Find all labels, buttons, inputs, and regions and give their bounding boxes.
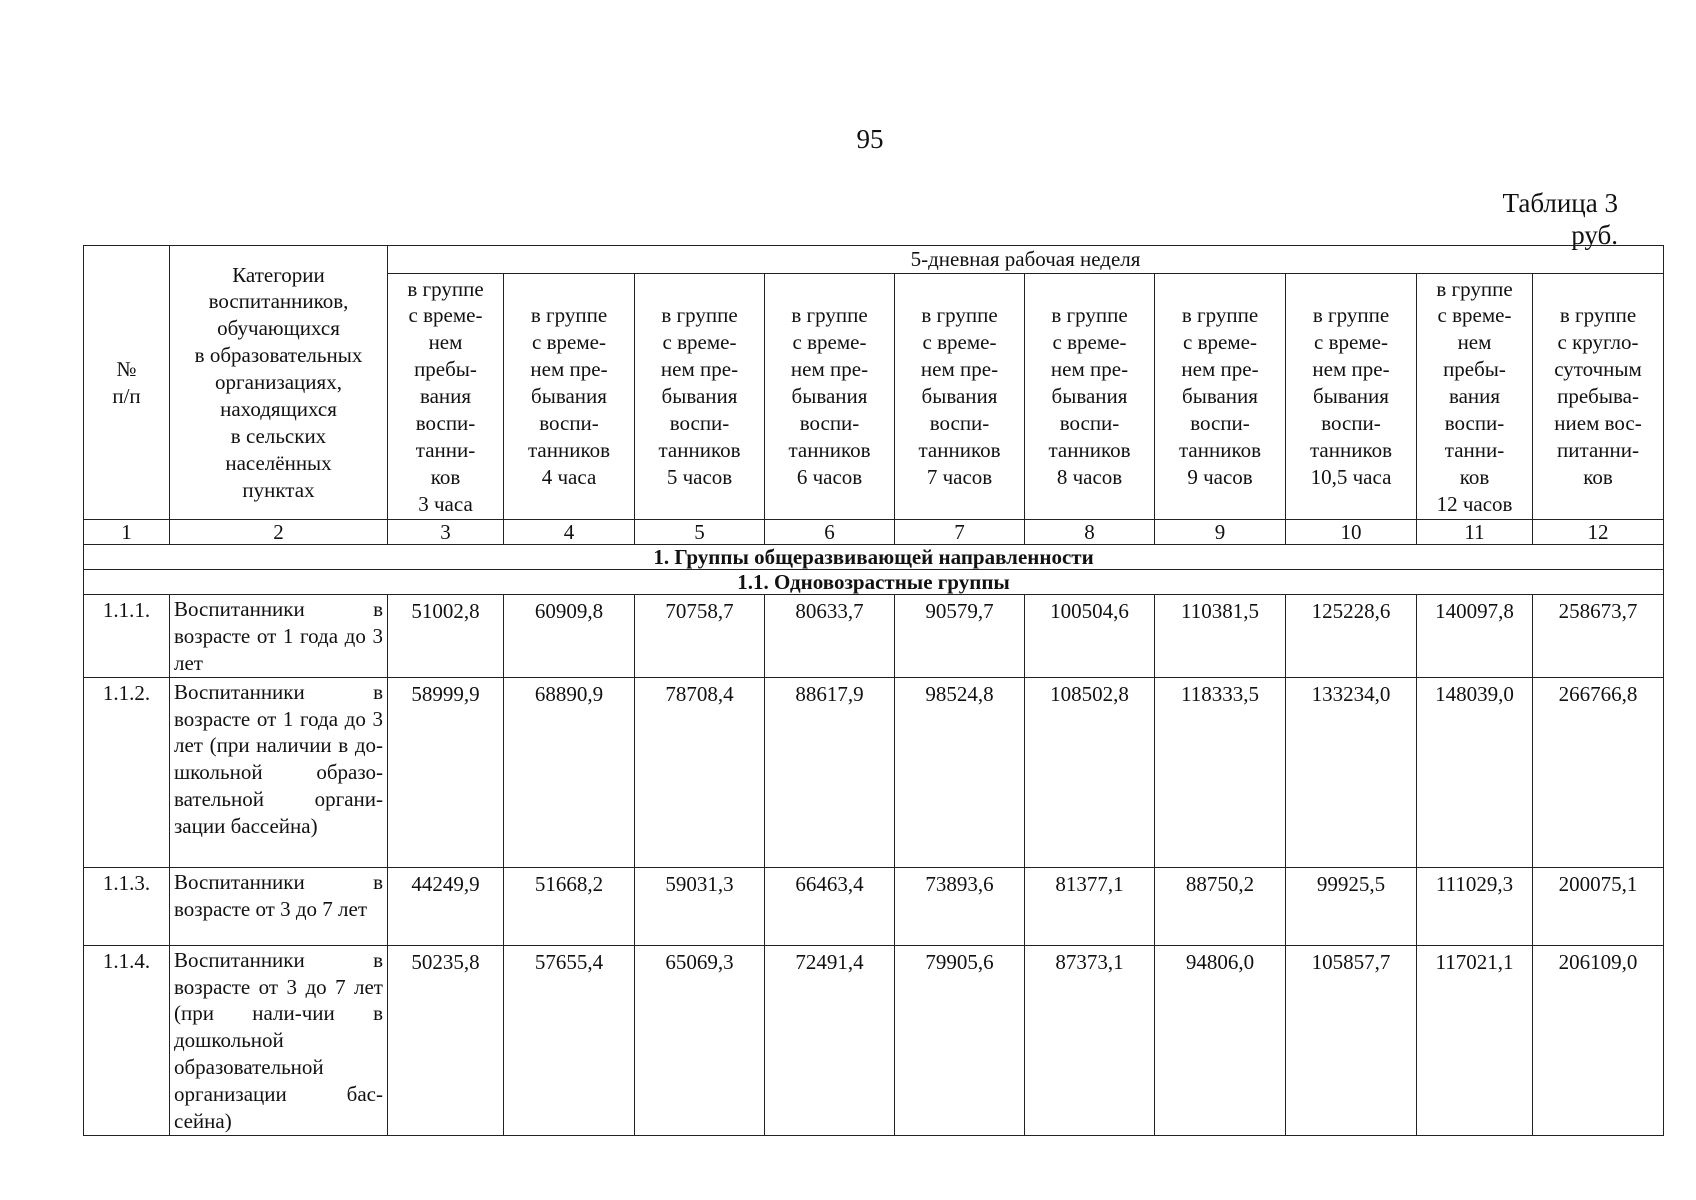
value-cell: 88750,2 [1155, 867, 1286, 945]
row-number: 1.1.4. [84, 945, 170, 1135]
value-cell: 133234,0 [1286, 677, 1417, 867]
value-cell: 258673,7 [1533, 595, 1664, 678]
value-cell: 66463,4 [765, 867, 895, 945]
header-col-12h: в группе с време- нем пребы- вания воспи- танни- ков 12 часов [1417, 274, 1533, 520]
row-number: 1.1.1. [84, 595, 170, 678]
row-category: Воспитанники в возрасте от 1 года до 3 лет (при наличии в до-школьной образо-вательной органи-зации бассейна) [170, 677, 388, 867]
header-col-24h: в группе с кругло- суточным пребыва- нием вос- питанни- ков [1533, 274, 1664, 520]
column-number: 11 [1417, 520, 1533, 545]
value-cell: 110381,5 [1155, 595, 1286, 678]
value-cell: 206109,0 [1533, 945, 1664, 1135]
value-cell: 60909,8 [504, 595, 635, 678]
value-cell: 79905,6 [895, 945, 1025, 1135]
column-number: 10 [1286, 520, 1417, 545]
column-number: 9 [1155, 520, 1286, 545]
value-cell: 108502,8 [1025, 677, 1155, 867]
column-number: 1 [84, 520, 170, 545]
value-cell: 87373,1 [1025, 945, 1155, 1135]
header-col-6h: в группе с време- нем пре- бывания воспи- танников 6 часов [765, 274, 895, 520]
header-row-group [84, 246, 1664, 274]
column-number: 12 [1533, 520, 1664, 545]
value-cell: 118333,5 [1155, 677, 1286, 867]
table-row [84, 945, 1664, 1135]
value-cell: 140097,8 [1417, 595, 1533, 678]
column-number: 4 [504, 520, 635, 545]
value-cell: 73893,6 [895, 867, 1025, 945]
value-cell: 70758,7 [635, 595, 765, 678]
header-category: Категории воспитанников, обучающихся в образовательных организациях, находящихся в сельских населённых пунктах [170, 246, 388, 520]
header-number: № п/п [84, 246, 170, 520]
value-cell: 80633,7 [765, 595, 895, 678]
section-row [84, 545, 1664, 570]
header-col-7h: в группе с време- нем пре- бывания воспи- танников 7 часов [895, 274, 1025, 520]
value-cell: 148039,0 [1417, 677, 1533, 867]
header-col-10-5h: в группе с време- нем пре- бывания воспи- танников 10,5 часа [1286, 274, 1417, 520]
value-cell: 111029,3 [1417, 867, 1533, 945]
value-cell: 90579,7 [895, 595, 1025, 678]
column-number: 6 [765, 520, 895, 545]
header-week-group: 5-дневная рабочая неделя [388, 246, 1664, 274]
value-cell: 266766,8 [1533, 677, 1664, 867]
value-cell: 99925,5 [1286, 867, 1417, 945]
column-number: 8 [1025, 520, 1155, 545]
header-col-9h: в группе с време- нем пре- бывания воспи- танников 9 часов [1155, 274, 1286, 520]
table-row [84, 867, 1664, 945]
value-cell: 51668,2 [504, 867, 635, 945]
value-cell: 57655,4 [504, 945, 635, 1135]
value-cell: 65069,3 [635, 945, 765, 1135]
row-category: Воспитанники в возрасте от 3 до 7 лет [170, 867, 388, 945]
value-cell: 100504,6 [1025, 595, 1155, 678]
subsection-title: 1.1. Одновозрастные группы [84, 570, 1664, 595]
row-category: Воспитанники в возрасте от 1 года до 3 лет [170, 595, 388, 678]
value-cell: 58999,9 [388, 677, 504, 867]
value-cell: 200075,1 [1533, 867, 1664, 945]
value-cell: 98524,8 [895, 677, 1025, 867]
subsection-row [84, 570, 1664, 595]
column-number: 3 [388, 520, 504, 545]
units-label: руб. [1571, 220, 1618, 250]
value-cell: 44249,9 [388, 867, 504, 945]
section-title: 1. Группы общеразвивающей направленности [84, 545, 1664, 570]
table-row [84, 595, 1664, 678]
value-cell: 51002,8 [388, 595, 504, 678]
header-col-5h: в группе с време- нем пре- бывания воспи- танников 5 часов [635, 274, 765, 520]
value-cell: 59031,3 [635, 867, 765, 945]
tariff-table [83, 245, 1664, 1136]
column-number: 5 [635, 520, 765, 545]
row-number: 1.1.2. [84, 677, 170, 867]
value-cell: 50235,8 [388, 945, 504, 1135]
value-cell: 78708,4 [635, 677, 765, 867]
value-cell: 94806,0 [1155, 945, 1286, 1135]
value-cell: 105857,7 [1286, 945, 1417, 1135]
table-caption: Таблица 3 [1502, 188, 1618, 218]
value-cell: 81377,1 [1025, 867, 1155, 945]
row-number: 1.1.3. [84, 867, 170, 945]
value-cell: 68890,9 [504, 677, 635, 867]
value-cell: 117021,1 [1417, 945, 1533, 1135]
value-cell: 125228,6 [1286, 595, 1417, 678]
header-col-4h: в группе с време- нем пре- бывания воспи- танников 4 часа [504, 274, 635, 520]
value-cell: 88617,9 [765, 677, 895, 867]
header-col-8h: в группе с време- нем пре- бывания воспи- танников 8 часов [1025, 274, 1155, 520]
column-number: 2 [170, 520, 388, 545]
column-number: 7 [895, 520, 1025, 545]
page-number: 95 [856, 124, 884, 154]
row-category: Воспитанники в возрасте от 3 до 7 лет (при нали-чии в дошкольной образовательной организации бас-сейна) [170, 945, 388, 1135]
value-cell: 72491,4 [765, 945, 895, 1135]
header-col-3h: в группе с време- нем пребы- вания воспи- танни- ков 3 часа [388, 274, 504, 520]
table-row [84, 677, 1664, 867]
column-numbers-row [84, 520, 1664, 545]
